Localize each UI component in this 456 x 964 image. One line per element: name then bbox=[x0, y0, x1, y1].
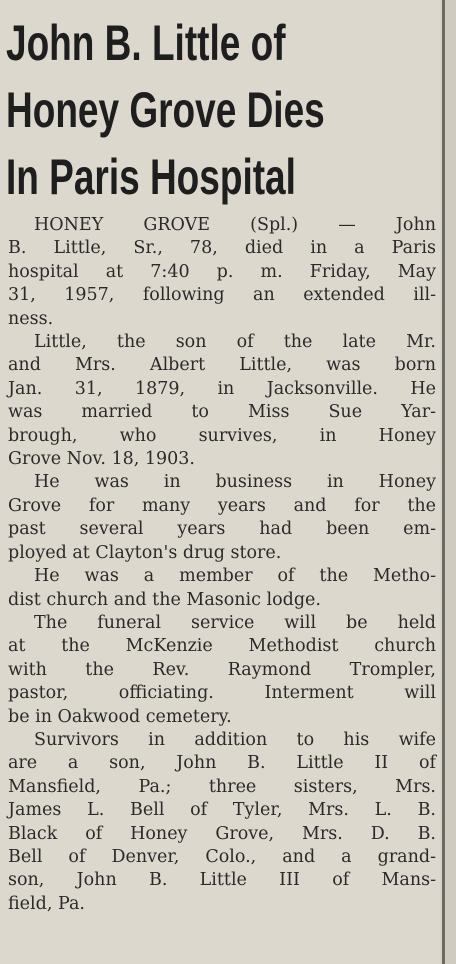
body-line: field, Pa. bbox=[8, 893, 85, 914]
body-line: with the Rev. Raymond Trompler, bbox=[8, 659, 436, 680]
body-line: past several years had been em- bbox=[8, 519, 436, 540]
body-line: James L. Bell of Tyler, Mrs. L. B. bbox=[8, 800, 436, 821]
paragraph-membership bbox=[8, 565, 436, 612]
body-line: Mansfield, Pa.; three sisters, Mrs. bbox=[8, 776, 436, 797]
body-line: The funeral service will be held bbox=[34, 612, 436, 633]
body-line: Grove Nov. 18, 1903. bbox=[8, 449, 195, 470]
body-line: Bell of Denver, Colo., and a grand- bbox=[8, 846, 436, 867]
body-line: was married to Miss Sue Yar- bbox=[8, 402, 436, 423]
body-line: be in Oakwood cemetery. bbox=[8, 706, 232, 727]
adjacent-column-margin bbox=[445, 0, 456, 964]
paragraph-funeral bbox=[8, 612, 436, 729]
body-line: Black of Honey Grove, Mrs. D. B. bbox=[8, 823, 436, 844]
body-line: son, John B. Little III of Mans- bbox=[8, 870, 436, 891]
paragraph-survivors bbox=[8, 729, 436, 916]
body-line: Little, the son of the late Mr. bbox=[34, 332, 436, 353]
body-line: He was a member of the Metho- bbox=[34, 566, 436, 587]
headline bbox=[6, 10, 420, 211]
body-line: pastor, officiating. Interment will bbox=[8, 683, 436, 704]
headline-line: Honey Grove Dies bbox=[6, 82, 325, 138]
body-line: brough, who survives, in Honey bbox=[8, 425, 436, 446]
body-line: Grove for many years and for the bbox=[8, 495, 436, 516]
body-line: HONEY GROVE (Spl.) — John bbox=[34, 215, 436, 235]
body-line: 31, 1957, following an extended ill- bbox=[8, 285, 436, 306]
body-line: Jan. 31, 1879, in Jacksonville. He bbox=[8, 378, 436, 399]
body-line: ployed at Clayton's drug store. bbox=[8, 542, 282, 563]
body-line: dist church and the Masonic lodge. bbox=[8, 589, 321, 610]
paragraph-death-notice bbox=[8, 214, 436, 331]
article-body bbox=[8, 214, 436, 916]
body-line: at the McKenzie Methodist church bbox=[8, 636, 436, 657]
body-line: Survivors in addition to his wife bbox=[34, 729, 436, 750]
body-line: B. Little, Sr., 78, died in a Paris bbox=[8, 238, 436, 259]
body-line: He was in business in Honey bbox=[34, 472, 436, 493]
paragraph-biography bbox=[8, 331, 436, 471]
body-line: ness. bbox=[8, 308, 54, 329]
headline-line: In Paris Hospital bbox=[6, 149, 296, 205]
body-line: and Mrs. Albert Little, was born bbox=[8, 355, 436, 376]
paragraph-business bbox=[8, 471, 436, 565]
headline-line: John B. Little of bbox=[6, 15, 286, 71]
body-line: hospital at 7:40 p. m. Friday, May bbox=[8, 261, 436, 282]
body-line: are a son, John B. Little II of bbox=[8, 753, 436, 774]
